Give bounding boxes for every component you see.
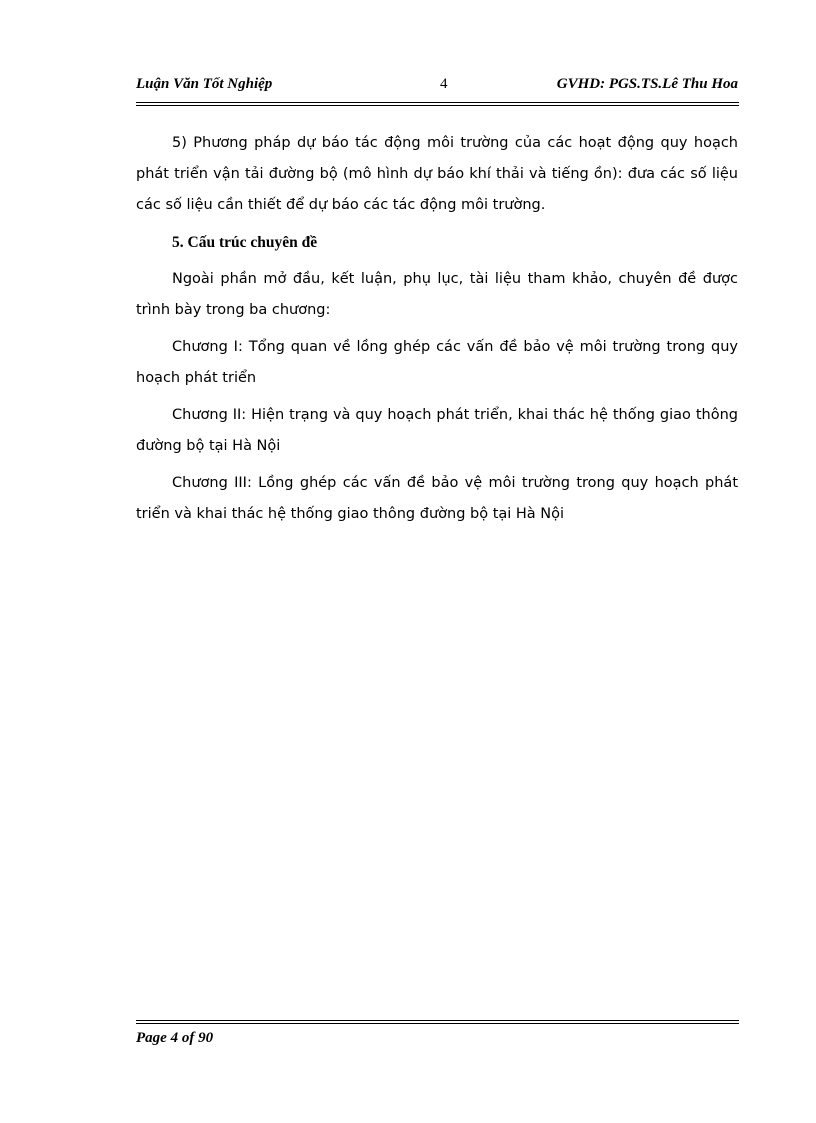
paragraph-chapter-3: Chương III: Lồng ghép các vấn đề bảo vệ môi trường trong quy hoạch phát triển và khai thác hệ thống giao thông đường bộ tại Hà Nội	[136, 475, 738, 522]
page-header	[136, 76, 738, 96]
page-footer-label: Page 4 of 90	[136, 1030, 214, 1046]
header-page-number: 4	[440, 76, 448, 92]
header-thesis-title: Luận Văn Tốt Nghiệp	[136, 76, 273, 92]
paragraph-method-5: 5) Phương pháp dự báo tác động môi trường của các hoạt động quy hoạch phát triển vận tải đường bộ (mô hình dự báo khí thải và tiếng ồn): đưa các số liệu các số liệu cần thiết để dự báo các tác động môi trường.	[136, 135, 738, 213]
footer-divider	[136, 1020, 739, 1024]
header-divider	[136, 102, 739, 106]
paragraph-chapter-2: Chương II: Hiện trạng và quy hoạch phát triển, khai thác hệ thống giao thông đường bộ tại Hà Nội	[136, 407, 738, 454]
paragraph-intro: Ngoài phần mở đầu, kết luận, phụ lục, tài liệu tham khảo, chuyên đề được trình bày trong ba chương:	[136, 271, 738, 318]
header-advisor: GVHD: PGS.TS.Lê Thu Hoa	[556, 76, 738, 92]
paragraph-chapter-1: Chương I: Tổng quan về lồng ghép các vấn đề bảo vệ môi trường trong quy hoạch phát triển	[136, 339, 738, 386]
section-heading-structure: 5. Cấu trúc chuyên đề	[172, 234, 318, 251]
document-body	[136, 128, 738, 536]
